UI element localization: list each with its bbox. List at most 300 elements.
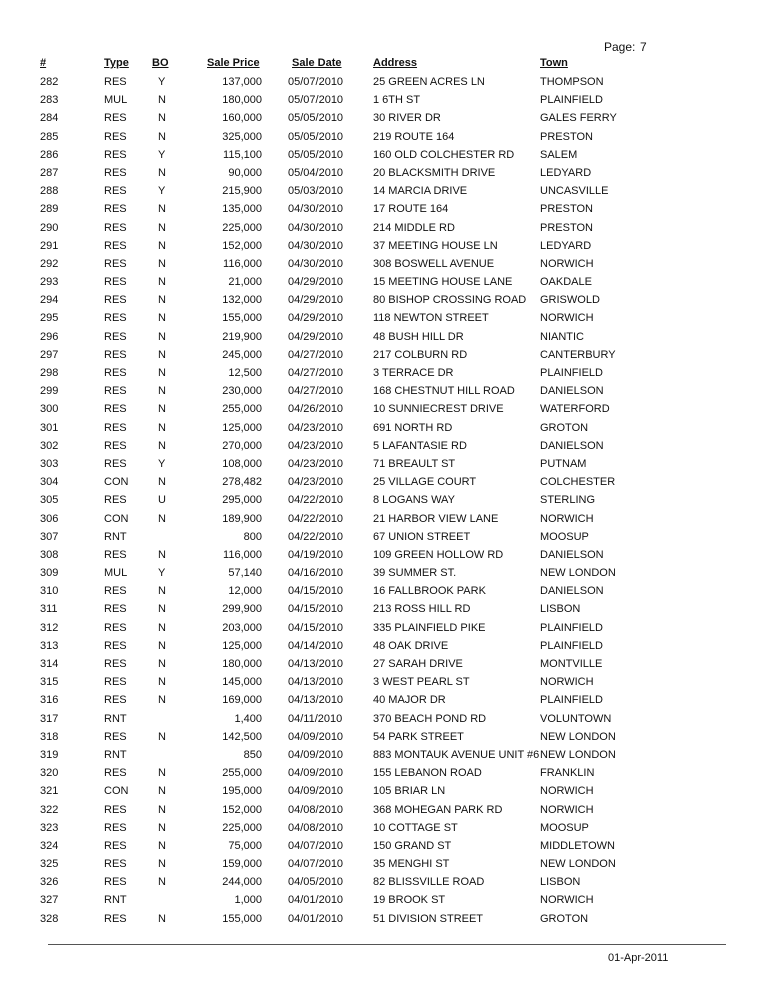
sale-price-cell: 255,000 — [222, 767, 262, 780]
sale-date-cell: 05/05/2010 — [288, 130, 344, 143]
row-number-cell: 282 — [40, 76, 59, 88]
property-type-cell: RES — [104, 457, 127, 470]
sale-date-cell: 05/05/2010 — [288, 148, 344, 161]
address-cell: 214 MIDDLE RD — [373, 221, 455, 234]
sale-price-cell: 142,500 — [222, 730, 262, 743]
address-cell: 691 NORTH RD — [373, 421, 453, 434]
sale-price-cell: 295,000 — [222, 494, 262, 507]
row-number-cell: 295 — [40, 312, 59, 325]
bo-flag-cell: N — [158, 621, 166, 634]
bo-flag-cell: N — [158, 257, 166, 270]
table-row — [0, 238, 768, 256]
bo-flag-cell: N — [158, 821, 166, 834]
sale-price-cell: 225,000 — [222, 221, 262, 234]
bo-flag-cell: U — [158, 494, 166, 507]
address-cell: 155 LEBANON ROAD — [373, 767, 482, 780]
table-row — [0, 583, 768, 601]
address-cell: 39 SUMMER ST. — [373, 567, 457, 580]
address-cell: 15 MEETING HOUSE LANE — [373, 276, 513, 289]
table-row — [0, 802, 768, 820]
town-cell: MONTVILLE — [540, 658, 603, 670]
table-row — [0, 565, 768, 583]
property-type-cell: RES — [104, 803, 127, 816]
sale-price-cell: 278,482 — [222, 476, 262, 489]
sale-date-cell: 04/07/2010 — [288, 858, 344, 871]
table-row — [0, 420, 768, 438]
property-type-cell: RES — [104, 148, 127, 161]
address-cell: 10 COTTAGE ST — [373, 821, 458, 834]
row-number-cell: 283 — [40, 94, 59, 107]
table-row — [0, 292, 768, 310]
property-type-cell: CON — [104, 785, 129, 798]
bo-flag-cell: N — [158, 658, 166, 670]
table-row — [0, 729, 768, 747]
table-row — [0, 601, 768, 619]
address-cell: 219 ROUTE 164 — [373, 130, 455, 143]
sale-date-cell: 04/09/2010 — [288, 785, 344, 798]
sale-price-cell: 189,900 — [222, 512, 262, 525]
sale-date-cell: 04/30/2010 — [288, 203, 344, 216]
property-type-cell: RNT — [104, 712, 127, 725]
town-cell: PLAINFIELD — [540, 694, 603, 707]
sale-date-cell: 04/27/2010 — [288, 367, 344, 379]
row-number-cell: 303 — [40, 457, 59, 470]
property-type-cell: CON — [104, 476, 129, 489]
address-cell: 308 BOSWELL AVENUE — [373, 257, 495, 270]
row-number-cell: 294 — [40, 294, 59, 307]
table-row — [0, 820, 768, 838]
sale-date-cell: 04/11/2010 — [288, 712, 343, 725]
property-type-cell: RNT — [104, 894, 127, 907]
address-cell: 217 COLBURN RD — [373, 348, 468, 361]
table-row — [0, 620, 768, 638]
address-cell: 82 BLISSVILLE ROAD — [373, 876, 485, 889]
table-row — [0, 329, 768, 347]
address-cell: 25 VILLAGE COURT — [373, 476, 477, 489]
sale-date-cell: 04/15/2010 — [288, 621, 344, 634]
row-number-cell: 290 — [40, 221, 59, 234]
address-cell: 48 OAK DRIVE — [373, 639, 449, 652]
town-cell: FRANKLIN — [540, 767, 595, 780]
property-type-cell: RES — [104, 621, 127, 634]
table-row — [0, 129, 768, 147]
sale-date-cell: 04/15/2010 — [288, 603, 344, 616]
sale-price-cell: 180,000 — [222, 94, 262, 107]
sale-price-cell: 132,000 — [222, 294, 262, 307]
sale-price-cell: 137,000 — [222, 76, 262, 88]
sale-date-cell: 04/09/2010 — [288, 730, 344, 743]
address-cell: 168 CHESTNUT HILL ROAD — [373, 385, 515, 398]
row-number-cell: 308 — [40, 548, 59, 561]
bo-flag-cell: N — [158, 676, 166, 689]
bo-flag-cell: N — [158, 603, 166, 616]
table-row — [0, 274, 768, 292]
sale-price-cell: 12,500 — [228, 367, 262, 379]
town-cell: GROTON — [540, 421, 589, 434]
sale-date-cell: 04/23/2010 — [288, 421, 344, 434]
address-cell: 150 GRAND ST — [373, 839, 452, 852]
sale-date-cell: 04/14/2010 — [288, 639, 344, 652]
town-cell: MOOSUP — [540, 821, 589, 834]
address-cell: 54 PARK STREET — [373, 730, 464, 743]
bo-flag-cell: Y — [158, 76, 166, 88]
row-number-cell: 327 — [40, 894, 59, 907]
row-number-cell: 306 — [40, 512, 59, 525]
property-type-cell: RES — [104, 912, 127, 925]
header-town: Town — [540, 57, 568, 69]
sale-date-cell: 04/13/2010 — [288, 676, 344, 689]
bo-flag-cell: N — [158, 767, 166, 780]
property-type-cell: RES — [104, 385, 127, 398]
row-number-cell: 288 — [40, 185, 59, 198]
address-cell: 48 BUSH HILL DR — [373, 330, 464, 343]
town-cell: PUTNAM — [540, 457, 587, 470]
table-row — [0, 838, 768, 856]
row-number-cell: 321 — [40, 785, 59, 798]
address-cell: 40 MAJOR DR — [373, 694, 446, 707]
sale-price-cell: 152,000 — [222, 803, 262, 816]
address-cell: 19 BROOK ST — [373, 894, 446, 907]
sale-price-cell: 116,000 — [223, 548, 262, 561]
table-row — [0, 638, 768, 656]
sale-price-cell: 155,000 — [222, 912, 262, 925]
town-cell: NEW LONDON — [540, 567, 616, 580]
row-number-cell: 319 — [40, 748, 59, 761]
address-cell: 335 PLAINFIELD PIKE — [373, 621, 486, 634]
row-number-cell: 312 — [40, 621, 59, 634]
sale-price-cell: 21,000 — [228, 276, 262, 289]
row-number-cell: 318 — [40, 730, 59, 743]
sale-date-cell: 04/16/2010 — [288, 567, 344, 580]
row-number-cell: 285 — [40, 130, 59, 143]
sale-date-cell: 04/07/2010 — [288, 839, 344, 852]
table-row — [0, 511, 768, 529]
address-cell: 37 MEETING HOUSE LN — [373, 239, 498, 252]
row-number-cell: 300 — [40, 403, 59, 416]
sale-date-cell: 04/29/2010 — [288, 312, 344, 325]
sale-price-cell: 90,000 — [228, 166, 262, 179]
table-row — [0, 256, 768, 274]
address-cell: 80 BISHOP CROSSING ROAD — [373, 294, 527, 307]
bo-flag-cell: N — [158, 203, 166, 216]
row-number-cell: 315 — [40, 676, 59, 689]
sale-price-cell: 108,000 — [222, 457, 262, 470]
town-cell: NEW LONDON — [540, 730, 616, 743]
sale-date-cell: 04/23/2010 — [288, 476, 344, 489]
sale-price-cell: 230,000 — [222, 385, 262, 398]
property-type-cell: RES — [104, 130, 127, 143]
town-cell: GROTON — [540, 912, 589, 925]
property-type-cell: RES — [104, 203, 127, 216]
sale-date-cell: 04/26/2010 — [288, 403, 344, 416]
bo-flag-cell: Y — [158, 567, 166, 580]
bo-flag-cell: N — [158, 312, 166, 325]
sale-date-cell: 04/01/2010 — [288, 894, 344, 907]
property-type-cell: RES — [104, 367, 127, 379]
property-type-cell: RES — [104, 821, 127, 834]
table-row — [0, 110, 768, 128]
town-cell: LISBON — [540, 876, 581, 889]
sale-date-cell: 04/30/2010 — [288, 221, 344, 234]
bo-flag-cell: N — [158, 839, 166, 852]
town-cell: PRESTON — [540, 130, 593, 143]
sale-price-cell: 270,000 — [222, 439, 262, 452]
row-number-cell: 325 — [40, 858, 59, 871]
row-number-cell: 322 — [40, 803, 59, 816]
page-number: 7 — [640, 40, 647, 54]
property-type-cell: RES — [104, 403, 127, 416]
bo-flag-cell: N — [158, 348, 166, 361]
address-cell: 118 NEWTON STREET — [373, 312, 489, 325]
table-row — [0, 765, 768, 783]
property-type-cell: RES — [104, 858, 127, 871]
address-cell: 35 MENGHI ST — [373, 858, 450, 871]
sale-price-cell: 850 — [243, 748, 262, 761]
table-row — [0, 365, 768, 383]
sale-date-cell: 04/27/2010 — [288, 348, 344, 361]
sale-price-cell: 125,000 — [222, 421, 262, 434]
town-cell: GRISWOLD — [540, 294, 600, 307]
town-cell: GALES FERRY — [540, 112, 617, 125]
property-type-cell: RES — [104, 294, 127, 307]
sale-price-cell: 203,000 — [222, 621, 262, 634]
table-row — [0, 201, 768, 219]
property-type-cell: RES — [104, 312, 127, 325]
sale-date-cell: 05/04/2010 — [288, 166, 344, 179]
town-cell: PLAINFIELD — [540, 94, 603, 107]
row-number-cell: 293 — [40, 276, 59, 289]
town-cell: NORWICH — [540, 785, 594, 798]
table-row — [0, 529, 768, 547]
property-type-cell: RES — [104, 439, 127, 452]
town-cell: PLAINFIELD — [540, 367, 603, 379]
town-cell: DANIELSON — [540, 385, 604, 398]
table-row — [0, 547, 768, 565]
sale-price-cell: 180,000 — [222, 658, 262, 670]
town-cell: VOLUNTOWN — [540, 712, 612, 725]
sale-price-cell: 219,900 — [222, 330, 262, 343]
town-cell: NORWICH — [540, 312, 594, 325]
bo-flag-cell: N — [158, 221, 166, 234]
town-cell: NORWICH — [540, 676, 594, 689]
property-type-cell: RES — [104, 876, 127, 889]
town-cell: SALEM — [540, 148, 578, 161]
address-cell: 105 BRIAR LN — [373, 785, 446, 798]
sale-date-cell: 04/23/2010 — [288, 439, 344, 452]
town-cell: UNCASVILLE — [540, 185, 609, 198]
sale-price-cell: 155,000 — [222, 312, 262, 325]
bo-flag-cell: N — [158, 130, 166, 143]
address-cell: 3 WEST PEARL ST — [373, 676, 470, 689]
address-cell: 14 MARCIA DRIVE — [373, 185, 468, 198]
address-cell: 213 ROSS HILL RD — [373, 603, 471, 616]
header-sale-price: Sale Price — [207, 57, 260, 69]
bo-flag-cell: N — [158, 639, 166, 652]
table-row — [0, 892, 768, 910]
sale-price-cell: 195,000 — [222, 785, 262, 798]
property-type-cell: RES — [104, 494, 127, 507]
sale-date-cell: 04/23/2010 — [288, 457, 344, 470]
town-cell: MIDDLETOWN — [540, 839, 615, 852]
town-cell: PRESTON — [540, 203, 593, 216]
table-row — [0, 711, 768, 729]
table-row — [0, 456, 768, 474]
table-row — [0, 656, 768, 674]
table-row — [0, 474, 768, 492]
row-number-cell: 291 — [40, 239, 59, 252]
sale-date-cell: 04/29/2010 — [288, 330, 344, 343]
table-row — [0, 747, 768, 765]
sale-price-cell: 75,000 — [228, 839, 262, 852]
town-cell: NORWICH — [540, 257, 594, 270]
table-row — [0, 383, 768, 401]
sale-price-cell: 800 — [243, 530, 262, 543]
address-cell: 17 ROUTE 164 — [373, 203, 449, 216]
row-number-cell: 328 — [40, 912, 59, 925]
sale-date-cell: 04/13/2010 — [288, 658, 344, 670]
table-row — [0, 165, 768, 183]
sales-table — [0, 74, 768, 929]
sale-date-cell: 05/07/2010 — [288, 94, 344, 107]
sale-date-cell: 04/08/2010 — [288, 821, 344, 834]
table-row — [0, 183, 768, 201]
sale-price-cell: 1,000 — [234, 894, 262, 907]
town-cell: NEW LONDON — [540, 858, 616, 871]
address-cell: 20 BLACKSMITH DRIVE — [373, 166, 496, 179]
town-cell: NEW LONDON — [540, 748, 616, 761]
sale-price-cell: 169,000 — [222, 694, 262, 707]
bo-flag-cell: N — [158, 294, 166, 307]
bo-flag-cell: Y — [158, 185, 166, 198]
property-type-cell: RES — [104, 548, 127, 561]
property-type-cell: RES — [104, 603, 127, 616]
sale-date-cell: 04/22/2010 — [288, 494, 344, 507]
property-type-cell: RES — [104, 330, 127, 343]
sale-price-cell: 160,000 — [222, 112, 262, 125]
table-row — [0, 438, 768, 456]
table-row — [0, 783, 768, 801]
sale-price-cell: 115,100 — [223, 148, 262, 161]
address-cell: 30 RIVER DR — [373, 112, 441, 125]
row-number-cell: 317 — [40, 712, 59, 725]
property-type-cell: RES — [104, 639, 127, 652]
town-cell: DANIELSON — [540, 548, 604, 561]
town-cell: DANIELSON — [540, 439, 604, 452]
bo-flag-cell: N — [158, 403, 166, 416]
table-row — [0, 674, 768, 692]
row-number-cell: 302 — [40, 439, 59, 452]
sale-date-cell: 04/13/2010 — [288, 694, 344, 707]
town-cell: LEDYARD — [540, 166, 592, 179]
sale-price-cell: 152,000 — [222, 239, 262, 252]
town-cell: PLAINFIELD — [540, 621, 603, 634]
property-type-cell: RES — [104, 276, 127, 289]
table-row — [0, 220, 768, 238]
sale-date-cell: 05/03/2010 — [288, 185, 344, 198]
property-type-cell: MUL — [104, 94, 128, 107]
table-row — [0, 874, 768, 892]
header-bo: BO — [152, 57, 169, 69]
sale-price-cell: 145,000 — [222, 676, 262, 689]
sale-date-cell: 04/01/2010 — [288, 912, 344, 925]
row-number-cell: 305 — [40, 494, 59, 507]
sale-date-cell: 04/09/2010 — [288, 767, 344, 780]
bo-flag-cell: Y — [158, 457, 166, 470]
sale-date-cell: 04/30/2010 — [288, 239, 344, 252]
property-type-cell: RES — [104, 76, 127, 88]
address-cell: 368 MOHEGAN PARK RD — [373, 803, 503, 816]
row-number-cell: 298 — [40, 367, 59, 379]
property-type-cell: RES — [104, 694, 127, 707]
property-type-cell: RES — [104, 585, 127, 598]
bo-flag-cell: N — [158, 803, 166, 816]
town-cell: CANTERBURY — [540, 348, 616, 361]
sale-date-cell: 04/22/2010 — [288, 530, 344, 543]
row-number-cell: 320 — [40, 767, 59, 780]
bo-flag-cell: N — [158, 548, 166, 561]
sale-date-cell: 05/07/2010 — [288, 76, 344, 88]
town-cell: NORWICH — [540, 512, 594, 525]
bo-flag-cell: N — [158, 912, 166, 925]
footer-divider — [48, 944, 726, 945]
row-number-cell: 310 — [40, 585, 59, 598]
sale-price-cell: 159,000 — [222, 858, 262, 871]
sale-date-cell: 04/27/2010 — [288, 385, 344, 398]
sale-price-cell: 225,000 — [222, 821, 262, 834]
property-type-cell: RES — [104, 839, 127, 852]
town-cell: MOOSUP — [540, 530, 589, 543]
sale-price-cell: 255,000 — [222, 403, 262, 416]
property-type-cell: RES — [104, 767, 127, 780]
header-number: # — [40, 57, 47, 69]
town-cell: COLCHESTER — [540, 476, 616, 489]
bo-flag-cell: N — [158, 166, 166, 179]
row-number-cell: 304 — [40, 476, 59, 489]
address-cell: 5 LAFANTASIE RD — [373, 439, 467, 452]
bo-flag-cell: N — [158, 585, 166, 598]
sale-date-cell: 04/15/2010 — [288, 585, 344, 598]
row-number-cell: 299 — [40, 385, 59, 398]
sale-date-cell: 04/22/2010 — [288, 512, 344, 525]
row-number-cell: 286 — [40, 148, 59, 161]
bo-flag-cell: N — [158, 94, 166, 107]
table-row — [0, 401, 768, 419]
property-type-cell: RNT — [104, 530, 127, 543]
address-cell: 3 TERRACE DR — [373, 367, 454, 379]
table-row — [0, 74, 768, 92]
property-type-cell: CON — [104, 512, 129, 525]
bo-flag-cell: N — [158, 876, 166, 889]
row-number-cell: 326 — [40, 876, 59, 889]
row-number-cell: 316 — [40, 694, 59, 707]
address-cell: 67 UNION STREET — [373, 530, 471, 543]
row-number-cell: 309 — [40, 567, 59, 580]
sale-price-cell: 1,400 — [234, 712, 262, 725]
row-number-cell: 301 — [40, 421, 59, 434]
bo-flag-cell: N — [158, 694, 166, 707]
sale-price-cell: 116,000 — [223, 257, 262, 270]
row-number-cell: 314 — [40, 658, 59, 670]
town-cell: THOMPSON — [540, 76, 604, 88]
property-type-cell: RES — [104, 658, 127, 670]
bo-flag-cell: N — [158, 858, 166, 871]
property-type-cell: MUL — [104, 567, 128, 580]
address-cell: 21 HARBOR VIEW LANE — [373, 512, 499, 525]
address-cell: 883 MONTAUK AVENUE UNIT #6 — [373, 748, 540, 761]
property-type-cell: RES — [104, 112, 127, 125]
row-number-cell: 313 — [40, 639, 59, 652]
bo-flag-cell: N — [158, 476, 166, 489]
